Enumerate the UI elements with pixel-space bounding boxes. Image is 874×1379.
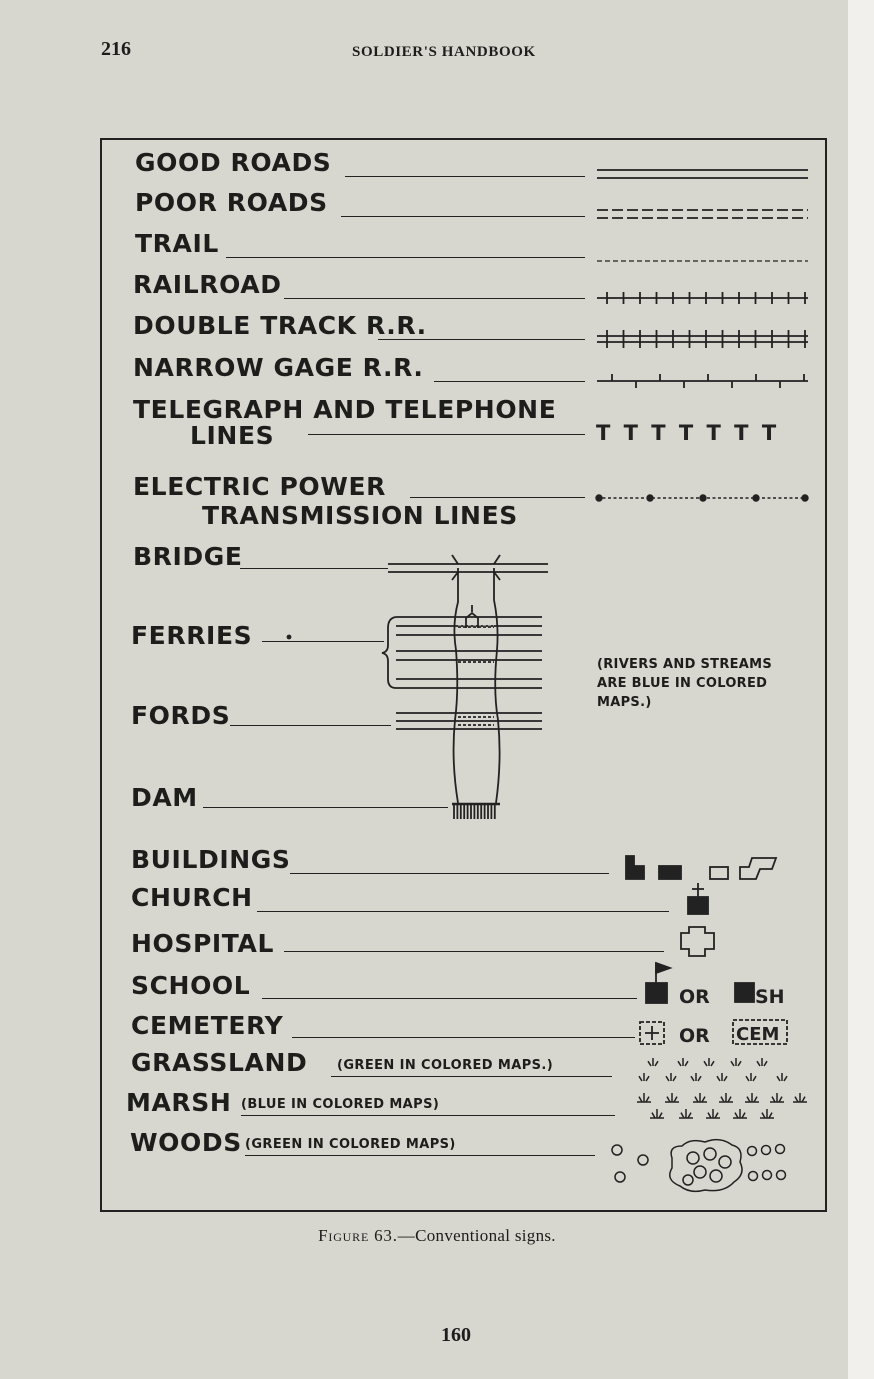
tuft-stroke bbox=[648, 1058, 658, 1066]
tuft-stroke bbox=[704, 1058, 714, 1066]
tuft-stroke bbox=[795, 1093, 805, 1102]
cemetery-cem: CEM bbox=[736, 1024, 780, 1045]
grassland-symbol bbox=[639, 1058, 787, 1081]
label-trail: TRAIL bbox=[135, 229, 219, 258]
tuft-stroke bbox=[639, 1093, 649, 1102]
rivers-note-line: MAPS.) bbox=[597, 695, 652, 710]
church-symbol bbox=[688, 883, 708, 914]
label-hospital: HOSPITAL bbox=[131, 929, 274, 958]
tuft-stroke bbox=[652, 1109, 662, 1118]
ferries-symbol bbox=[288, 605, 543, 688]
label-marsh: MARSH bbox=[126, 1088, 232, 1117]
bridge-symbol bbox=[388, 555, 548, 580]
tuft-stroke bbox=[747, 1093, 757, 1102]
tuft-stroke bbox=[762, 1109, 772, 1118]
label-ferries: FERRIES bbox=[131, 621, 253, 650]
label-grassland: GRASSLAND bbox=[131, 1048, 308, 1077]
grassland-note: (GREEN IN COLORED MAPS.) bbox=[337, 1058, 554, 1073]
school-sh: SH bbox=[755, 986, 785, 1008]
label-good-roads: GOOD ROADS bbox=[135, 148, 332, 177]
dam-symbol bbox=[452, 804, 500, 819]
river-symbol bbox=[454, 568, 500, 803]
label-cemetery: CEMETERY bbox=[131, 1011, 284, 1040]
tuft-stroke bbox=[639, 1073, 649, 1081]
double-track-symbol bbox=[597, 330, 808, 348]
label-telegraph-1: TELEGRAPH AND TELEPHONE bbox=[133, 395, 557, 424]
tuft-stroke bbox=[717, 1073, 727, 1081]
footer-page-number: 160 bbox=[441, 1324, 471, 1346]
railroad-symbol bbox=[597, 292, 808, 304]
label-electric-2: TRANSMISSION LINES bbox=[202, 501, 518, 530]
label-dam: DAM bbox=[131, 783, 198, 812]
rivers-note-line: ARE BLUE IN COLORED bbox=[597, 676, 768, 691]
tuft-stroke bbox=[681, 1109, 691, 1118]
tuft-stroke bbox=[678, 1058, 688, 1066]
tuft-stroke bbox=[695, 1093, 705, 1102]
label-poor-roads: POOR ROADS bbox=[135, 188, 328, 217]
poor-road-symbol bbox=[597, 210, 808, 218]
woods-symbol bbox=[612, 1140, 786, 1192]
fords-symbol bbox=[396, 713, 542, 729]
woods-note: (GREEN IN COLORED MAPS) bbox=[245, 1137, 456, 1152]
label-buildings: BUILDINGS bbox=[131, 845, 291, 874]
figure-number: Figure 63. bbox=[318, 1226, 398, 1245]
school-or: OR bbox=[679, 986, 710, 1008]
label-double-track: DOUBLE TRACK R.R. bbox=[133, 311, 427, 340]
label-electric-1: ELECTRIC POWER bbox=[133, 472, 386, 501]
label-railroad: RAILROAD bbox=[133, 270, 282, 299]
good-road-symbol bbox=[597, 170, 808, 178]
cemetery-or: OR bbox=[679, 1025, 710, 1047]
label-church: CHURCH bbox=[131, 883, 253, 912]
label-narrow-gage: NARROW GAGE R.R. bbox=[133, 353, 424, 382]
tuft-stroke bbox=[746, 1073, 756, 1081]
label-fords: FORDS bbox=[131, 701, 231, 730]
tuft-stroke bbox=[757, 1058, 767, 1066]
header-title: SOLDIER'S HANDBOOK bbox=[352, 44, 536, 60]
tuft-stroke bbox=[666, 1073, 676, 1081]
tuft-stroke bbox=[772, 1093, 782, 1102]
figure-caption-text: —Conventional signs. bbox=[397, 1226, 556, 1245]
rivers-note-line: (RIVERS AND STREAMS bbox=[597, 657, 773, 672]
narrow-gage-symbol bbox=[597, 374, 808, 388]
hospital-symbol bbox=[681, 927, 714, 956]
label-woods: WOODS bbox=[130, 1128, 242, 1157]
buildings-symbol bbox=[626, 856, 776, 879]
label-telegraph-2: LINES bbox=[190, 421, 275, 450]
tuft-stroke bbox=[777, 1073, 787, 1081]
figure-caption bbox=[0, 1226, 874, 1246]
electric-power-symbol bbox=[596, 495, 808, 501]
marsh-symbol bbox=[637, 1093, 807, 1118]
tuft-stroke bbox=[735, 1109, 745, 1118]
label-bridge: BRIDGE bbox=[133, 542, 243, 571]
tuft-stroke bbox=[667, 1093, 677, 1102]
tuft-stroke bbox=[691, 1073, 701, 1081]
label-school: SCHOOL bbox=[131, 971, 251, 1000]
tuft-stroke bbox=[721, 1093, 731, 1102]
tuft-stroke bbox=[708, 1109, 718, 1118]
marsh-note: (BLUE IN COLORED MAPS) bbox=[241, 1097, 440, 1112]
tuft-stroke bbox=[731, 1058, 741, 1066]
telegraph-symbol: T T T T T T T bbox=[596, 421, 780, 445]
header-page-number: 216 bbox=[101, 38, 131, 60]
